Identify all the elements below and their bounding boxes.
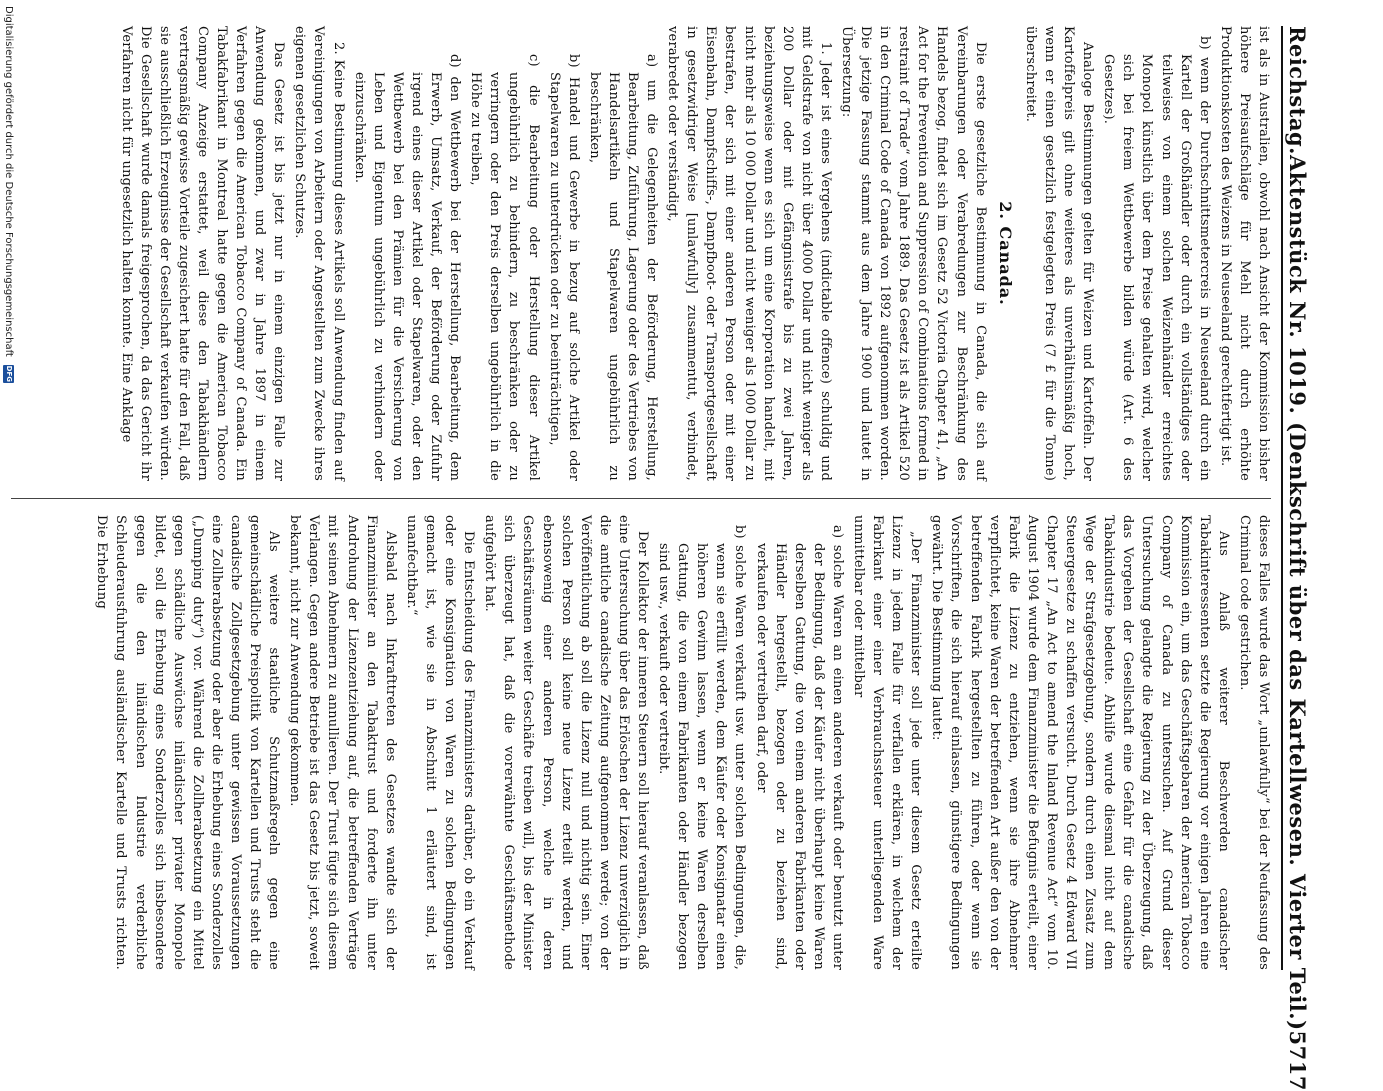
- list-item: c) die Bearbeitung oder Herstellung dieser Artikel ungebührlich zu behindern, zu beschränken oder zu verringern oder den Preis derselben ungebührlich in die Höhe zu treiben,: [468, 54, 541, 481]
- list-item: a) solche Waren an einen anderen verkauft oder benutzt unter der Bedingung, daß der Käufer nicht überhaupt keine Waren derselben Gattung, die von einem anderen Fabrikanten oder Händler hergestellt, bezogen oder zu beziehen sind, verkaufen oder vertreiben darf, oder: [753, 525, 845, 970]
- right-column: [8, 515, 1273, 970]
- paragraph: „Der Finanzminister soll jede unter diesem Gesetz erteilte Lizenz in jedem Falle für verfallen erklären, in welchem der Fabrikant einer einer Verbrauchssteuer unterliegenden Ware unmittelbar oder mittelbar: [851, 515, 924, 970]
- list-item: b) Handel und Gewerbe in bezug auf solche Artikel oder Stapelwaren zu unterdrücken oder zu beeinträchtigen,: [546, 54, 581, 481]
- list-item: b) solche Waren verkauft usw. unter solchen Bedingungen, die, wenn sie erfüllt werden, dem Käufer oder Konsignatar einen höheren Gewinn lassen, wenn er keine Waren derselben Gattung, die von einem Fabrikanten oder Händler bezogen sind usw., verkauft oder vertreibt.: [656, 525, 748, 970]
- paragraph: Analoge Bestimmungen gelten für Weizen und Kartoffeln. Der Kartoffelpreis gilt ohne weiteres als unverhältnismäßig hoch, wenn er einen gesetzlich festgelegten Preis (7 £ für die Tonne) überschreitet.: [1022, 26, 1096, 481]
- left-column: [8, 26, 1273, 481]
- paragraph: dieses Falles wurde das Wort „unlawfully“ bei der Neufassung des Criminal code gestrichen.: [1236, 515, 1271, 970]
- list-item: b) wenn der Durchschnittsmetercreis in Neuseeland durch ein Kartell der Großhändler oder durch ein vollständiges oder teilweises von einem solchen Weizenhändler erreichtes Monopol künstlich über dem Preise gehalten wird, welcher sich bei freiem Wettbewerbe bilden würde (Art. 6 des Gesetzes).: [1101, 36, 1212, 481]
- page-number: 5717: [1285, 1030, 1310, 1091]
- header-title: Aktenstück Nr. 1019. (Denkschrift über das Kartellwesen. Vierter Teil.): [1285, 154, 1310, 1031]
- dfg-logo-icon: DFG: [5, 365, 13, 383]
- paragraph: Der Kollektor der inneren Steuern soll hierauf veranlassen, daß eine Untersuchung über das Erlöschen der Lizenz unverzüglich in die amtliche canadische Zeitung aufgenommen werde; von der Veröffentlichung ab soll die Lizenz null und nichtig sein. Einer solchen Person soll keine neue Lizenz erteilt werden, und ebensowenig einer anderen Person, welche in deren Geschäftsräumen weiter Geschäfte treiben will, bis der Minister sich überzeugt hat, daß die vorerwähnte Geschäftsmethode aufgehört hat.: [482, 515, 650, 970]
- paragraph: 1. Jeder ist eines Vergehens (indictable offence) schuldig und mit Geldstrafe von nicht über 4000 Dollar und nicht weniger als 200 Dollar oder mit Gefängnisstrafe bis zu zwei Jahren, beziehungsweise wenn es sich um eine Korporation handelt, mit nicht mehr als 10 000 Dollar und nicht weniger als 1000 Dollar zu bestrafen, der sich mit einer anderen Person oder mit einer Eisenbahn, Dampfschiffs-, Dampfboot- oder Transportgesellschaft in gesetzwidriger Weise [unlawfully] zusammentut, verbindet, verabredet oder verständigt,: [665, 26, 833, 481]
- paragraph: Die Entscheidung des Finanzministers darüber, ob ein Verkauf oder eine Konsignation von Waren zu solchen Bedingungen gemacht ist, wie sie in Abschnitt 1 erläutert sind, ist unanfechtbar.“: [403, 515, 477, 970]
- page-header: [1281, 26, 1321, 1091]
- digitization-footer: [0, 0, 17, 1000]
- list-item: d) den Wettbewerb bei der Herstellung, Bearbeitung, dem Erwerb, Umsatz, Verkauf, der Beförderung oder Zufuhr irgend eines dieser Artikel oder Stapelwaren, oder den Wettbewerb bei den Prämien für die Versicherung von Leben und Eigentum ungebührlich zu verhindern oder einzuschränken.: [351, 54, 463, 481]
- paragraph: Als weitere staatliche Schutzmaßregeln gegen eine gemeinschädliche Preispolitik von Kartellen und Trusts steht die canadische Zollgesetzgebung unter gewissen Voraussetzungen eine Zollherabsetzung oder aber die Erhebung eines Sonderzolles („Dumping duty“) vor. Während die Zollherabsetzung ein Mittel gegen schädliche Auswüchse inländischer privater Monopole bildet, soll die Erhebung eines Sonderzolles sich insbesondere gegen die den inländischen Industrie verderbliche Schleuderausfuhrung ausländischer Kartelle und Trusts richten. Die Erhebung: [94, 515, 282, 970]
- footer-text: Digitalisierung gefördert durch die Deutsche Forschungsgemeinschaft: [3, 6, 14, 357]
- list-item: a) um die Gelegenheiten der Beförderung, Herstellung, Bearbeitung, Zuführung, Lagerung oder des Vertriebes von Handelsartikeln und Stapelwaren ungebührlich zu beschränken,: [586, 54, 660, 481]
- paragraph: Aus Anlaß weiterer Beschwerden canadischer Tabakinteressenten setzte die Regierung vor einigen Jahren eine Kommission ein, um das Geschäftsgebaren der American Tobacco Company of Canada zu untersuchen. Auf Grund dieser Untersuchung gelangte die Regierung zu der Überzeugung, daß das Vorgehen der Gesellschaft eine Gefahr für die canadische Tabakindustrie bedeute. Abhilfe wurde diesmal nicht auf dem Wege der Strafgesetzgebung, sondern durch einen Zusatz zum Steuergesetze zu schaffen versucht. Durch Gesetz 4 Edward VII Chapter 17 „An Act to amend the Inland Revenue Act“ vom 10. August 1904 wurde dem Finanzminister die Befugnis erteilt, einer Fabrik die Lizenz zu entziehen, wenn sie ihre Abnehmer verpflichtet, keine Waren der betreffenden Art außer den von der betreffenden Fabrik hergestellten zu führen, oder wenn sie Vorschriften, die sich hierauf einlassen, günstigere Bedingungen gewährt. Die Bestimmung lautet:: [929, 515, 1231, 970]
- paragraph: Das Gesetz ist bis jetzt nur in einem einzigen Falle zur Anwendung gekommen, und zwar in Jahre 1897 in einem Verfahren gegen die American Tobacco Company of Canada. Ein Tabakfabrikant in Montreal hatte gegen die American Tobacco Company Anzeige erstattet, weil diese den Tabakhändlern vertragsmäßig gewisse Vorteile zugesichert hatte für den Fall, daß sie ausschließlich Erzeugnisse der Gesellschaft verkaufen würden. Die Gesellschaft wurde damals freigesprochen, da das Gericht ihr Verfahren nicht für ungesetzlich halten konnte. Eine Anklage: [118, 26, 287, 481]
- column-divider: [11, 498, 1271, 499]
- section-heading: 2. Canada.: [995, 201, 1015, 306]
- paragraph: Die erste gesetzliche Bestimmung in Canada, die sich auf Vereinbarungen oder Verabredungen zur Beschränkung des Handels bezog, findet sich im Gesetz 52 Victoria Chapter 41, „An Act for the Prevention and Suppression of Combinations formed in restraint of Trade“ vom Jahre 1889. Das Gesetz ist als Artikel 520 in den Criminal Code of Canada von 1892 aufgenommen worden. Die jetzige Fassung stammt aus dem Jahre 1900 und lautet in Übersetzung:: [839, 26, 988, 481]
- header-left: Reichstag.: [1285, 26, 1310, 155]
- paragraph: Alsbald nach Inkrafttreten des Gesetzes wandte sich der Finanzminister an den Tabaktrust und forderte ihn unter Androhung der Lizenzentziehung auf, die betreffenden Verträge mit seinen Abnehmern zu annullieren. Der Trust fügte sich diesem Verlangen. Gegen andere Betriebe ist das Gesetz bis jetzt, soweit bekannt, nicht zur Anwendung gekommen.: [287, 515, 398, 970]
- paragraph: 2. Keine Bestimmung dieses Artikels soll Anwendung finden auf Vereinigungen von Arbeitern oder Angestellten zum Zwecke ihres eigenen gesetzlichen Schutzes.: [292, 26, 346, 481]
- paragraph: ist als in Australien, obwohl nach Ansicht der Kommission bisher höhere Preisaufschläge für Mehl nicht durch erhöhte Produktionskosten des Weizens in Neuseeland gerechtfertigt ist.: [1217, 26, 1271, 481]
